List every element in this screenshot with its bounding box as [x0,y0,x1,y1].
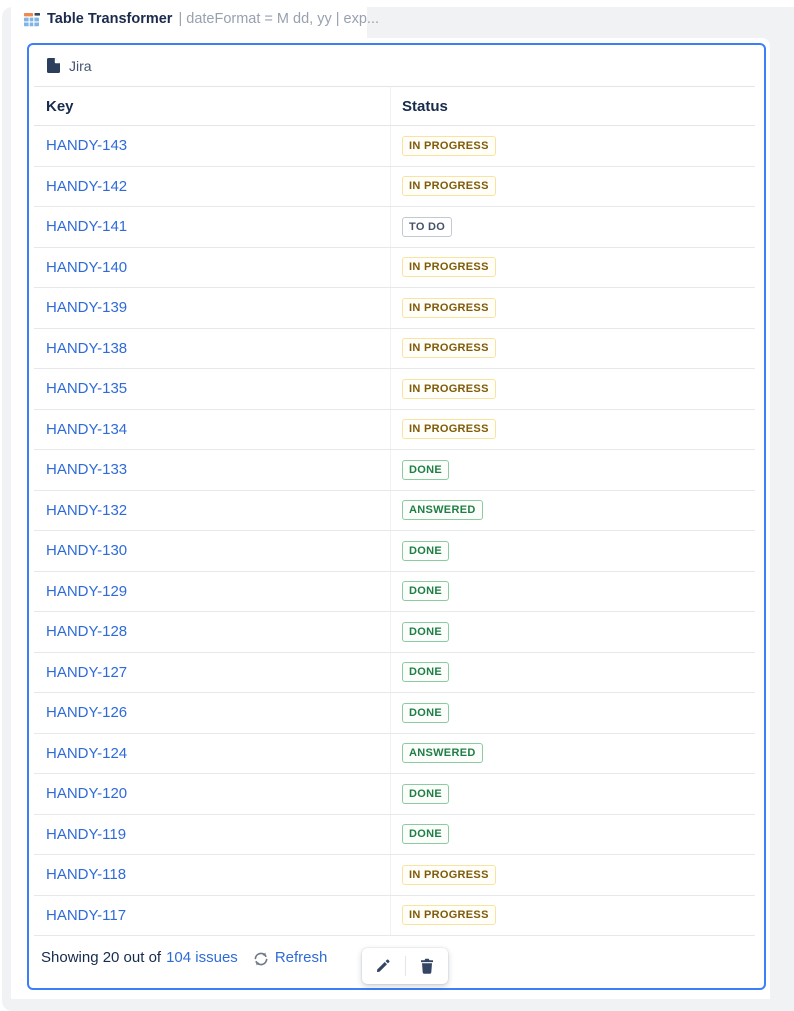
table-header-row [34,86,755,126]
table-row [34,329,755,370]
table-row [34,693,755,734]
macro-body [11,38,770,999]
issue-link[interactable]: HANDY-126 [46,704,128,722]
issue-link[interactable]: HANDY-138 [46,339,128,357]
issue-link[interactable]: HANDY-143 [46,137,128,155]
column-header-key: Key [46,97,74,115]
status-badge: DONE [402,541,449,561]
issue-link[interactable]: HANDY-129 [46,582,128,600]
edit-button[interactable] [362,948,405,984]
macro-toolbar [362,948,448,984]
status-badge: IN PROGRESS [402,865,496,885]
panel-title: Jira [69,57,92,74]
status-badge: TO DO [402,217,452,237]
issue-link[interactable]: HANDY-124 [46,744,128,762]
issue-link[interactable]: HANDY-140 [46,258,128,276]
issue-link[interactable]: HANDY-117 [46,906,127,924]
issue-link[interactable]: HANDY-134 [46,420,128,438]
jira-panel[interactable] [27,43,766,990]
status-badge: DONE [402,824,449,844]
column-header-status: Status [390,87,755,125]
macro-params: | dateFormat = M dd, yy | exp... [178,11,379,27]
refresh-control[interactable] [252,949,328,966]
table-row [34,531,755,572]
issue-link[interactable]: HANDY-119 [46,825,127,843]
status-badge: DONE [402,662,449,682]
issue-link[interactable]: HANDY-118 [46,866,127,884]
table-row [34,572,755,613]
table-row [34,288,755,329]
table-row [34,410,755,451]
table-row [34,450,755,491]
issue-link[interactable]: HANDY-135 [46,380,128,398]
table-row [34,491,755,532]
status-badge: DONE [402,581,449,601]
delete-button[interactable] [406,948,449,984]
table-row [34,815,755,856]
status-badge: IN PROGRESS [402,419,496,439]
issue-link[interactable]: HANDY-127 [46,663,128,681]
table-row [34,369,755,410]
table-row [34,774,755,815]
issue-link[interactable]: HANDY-132 [46,501,128,519]
panel-header [29,45,764,86]
status-badge: DONE [402,460,449,480]
refresh-link[interactable]: Refresh [274,949,328,966]
issue-link[interactable]: HANDY-133 [46,461,128,479]
document-icon [47,58,60,73]
issue-link[interactable]: HANDY-130 [46,542,128,560]
table-row [34,207,755,248]
status-badge: DONE [402,622,449,642]
table-row [34,126,755,167]
status-badge: DONE [402,703,449,723]
status-badge: IN PROGRESS [402,136,496,156]
macro-title-bar[interactable] [11,0,379,38]
table-row [34,248,755,289]
refresh-icon[interactable] [252,951,270,967]
status-badge: ANSWERED [402,500,483,520]
table-row [34,855,755,896]
trash-icon [420,958,434,974]
pencil-icon [375,958,391,974]
table-row [34,896,755,937]
status-badge: IN PROGRESS [402,257,496,277]
table-row [34,653,755,694]
status-badge: ANSWERED [402,743,483,763]
showing-count-text: Showing 20 out of [41,949,162,966]
issue-link[interactable]: HANDY-142 [46,177,128,195]
issue-link[interactable]: HANDY-141 [46,218,128,236]
status-badge: IN PROGRESS [402,905,496,925]
issues-count-link[interactable]: 104 issues [166,949,238,966]
status-badge: DONE [402,784,449,804]
status-badge: IN PROGRESS [402,338,496,358]
table-row [34,167,755,208]
status-badge: IN PROGRESS [402,379,496,399]
issues-table [34,86,755,936]
status-badge: IN PROGRESS [402,176,496,196]
macro-title: Table Transformer [47,11,173,27]
table-row [34,612,755,653]
table-transformer-icon [24,12,40,27]
table-row [34,734,755,775]
issue-link[interactable]: HANDY-139 [46,299,128,317]
status-badge: IN PROGRESS [402,298,496,318]
issue-link[interactable]: HANDY-128 [46,623,128,641]
issue-link[interactable]: HANDY-120 [46,785,128,803]
